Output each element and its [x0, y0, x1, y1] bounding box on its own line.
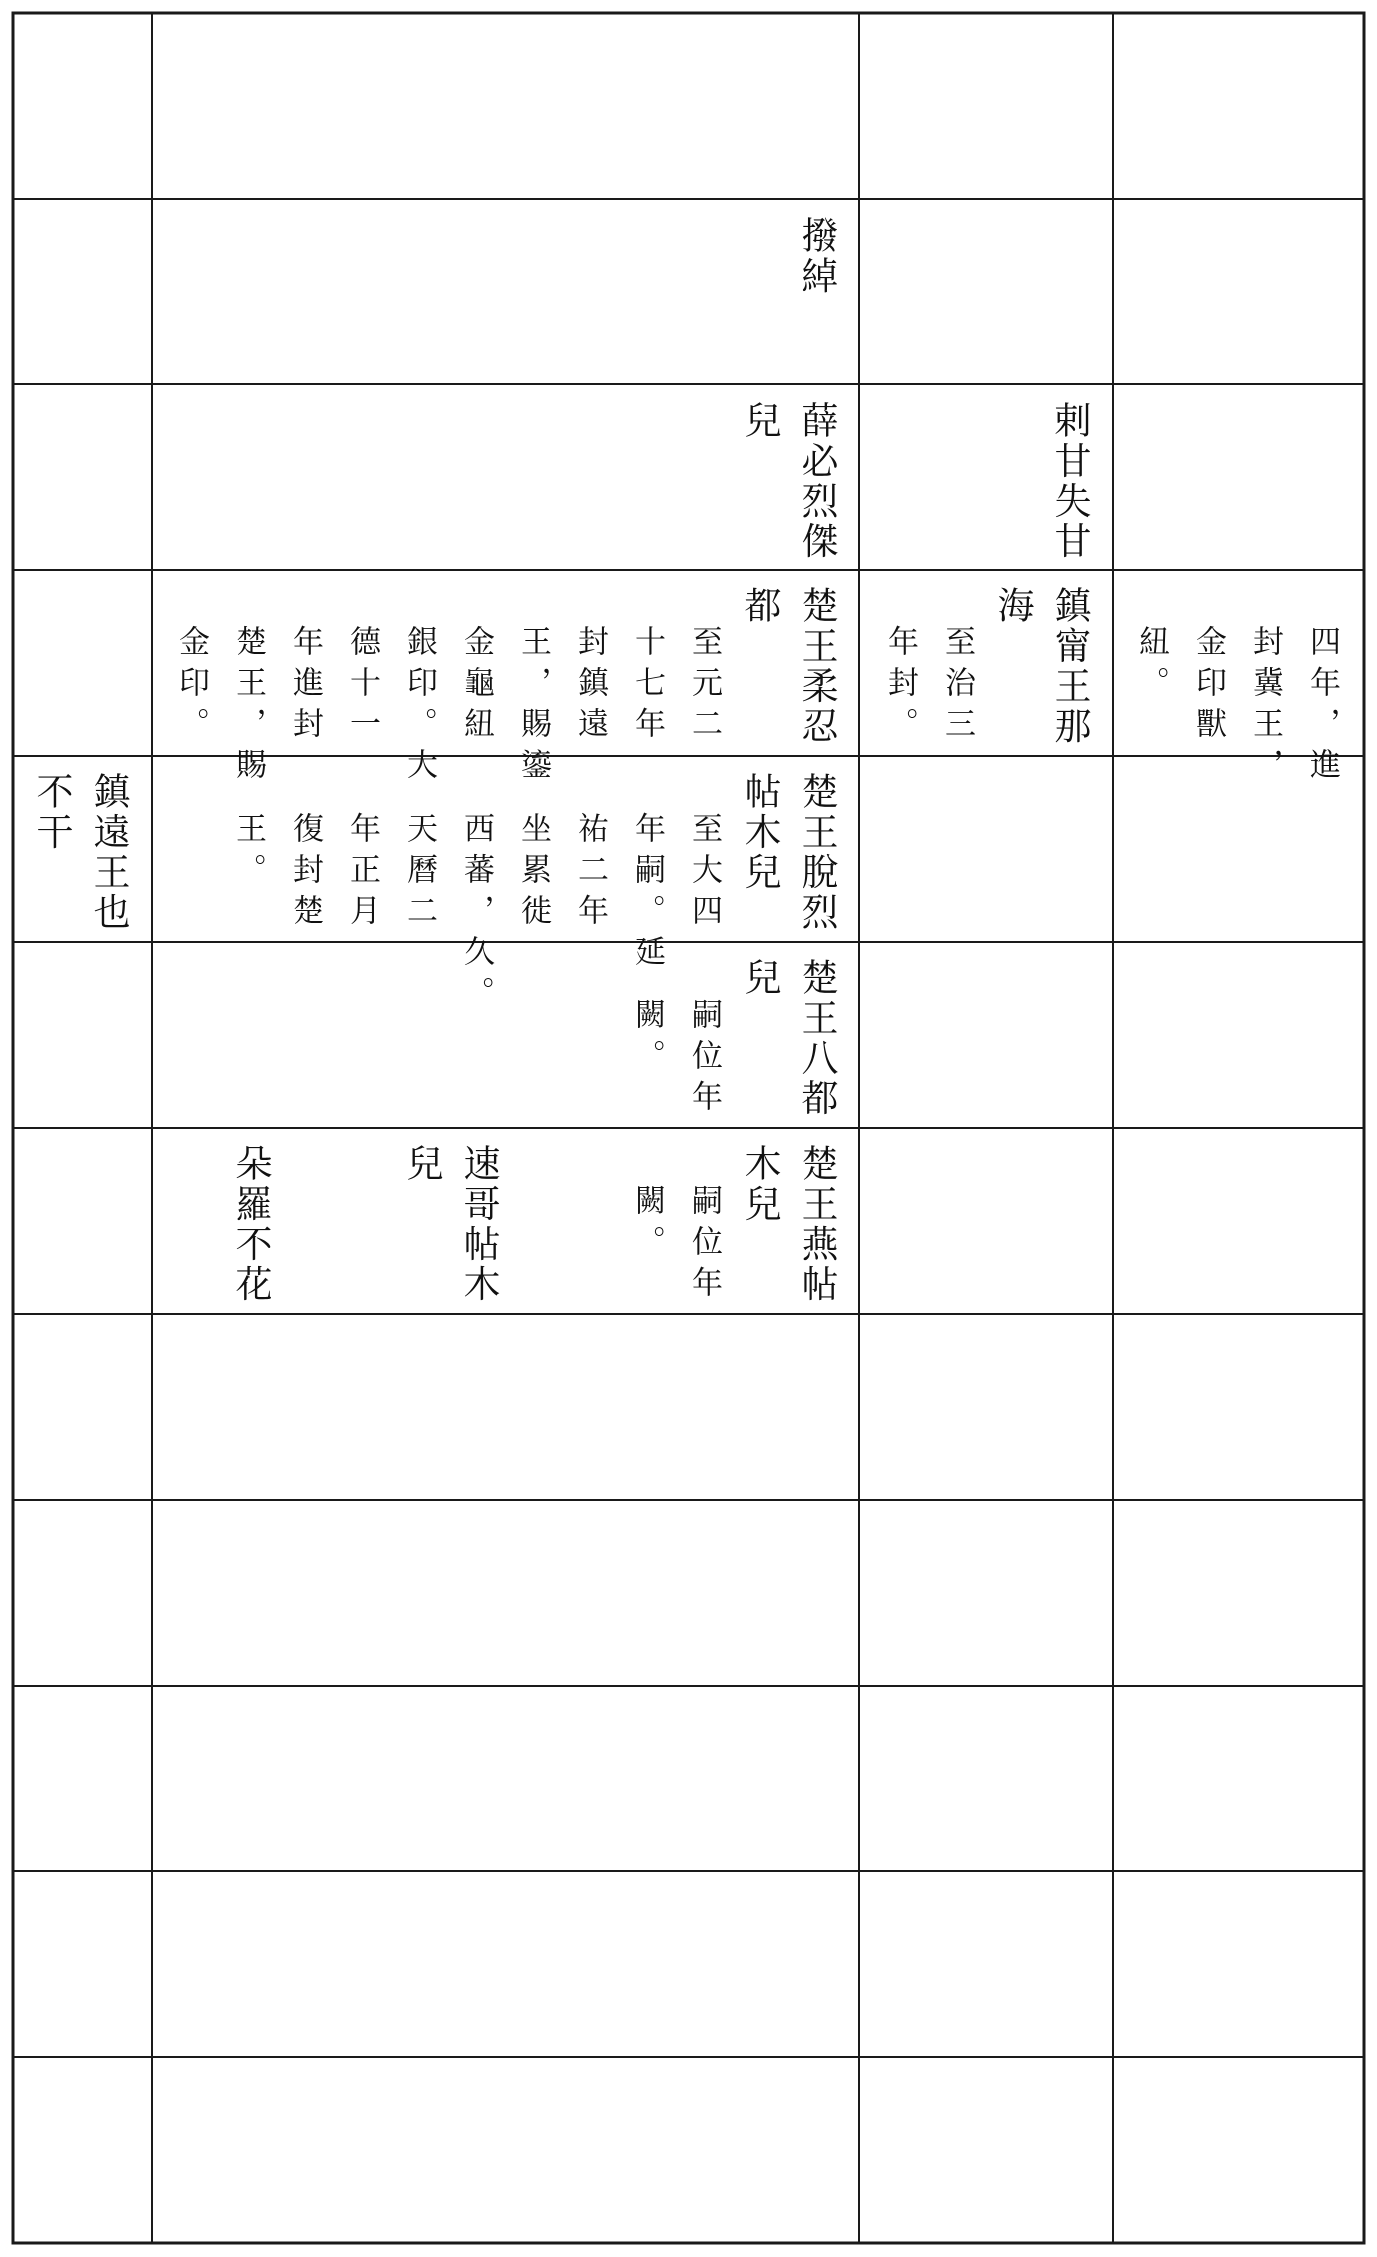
- row5-record-line5: 西蕃，久。: [458, 812, 494, 1017]
- row4-col3-record-line1: 至治三: [939, 625, 975, 748]
- row4-record-line9: 楚王，賜: [230, 625, 266, 789]
- horizontal-rules: [13, 199, 1364, 2057]
- row4-col4-line4: 紐。: [1133, 625, 1169, 707]
- row5-col1-line2: 不干: [30, 772, 73, 853]
- row4-record-line5: 金龜紐: [458, 625, 494, 748]
- row4-record-line3: 封鎮遠: [572, 625, 608, 748]
- row5-record-line3: 祐二年: [572, 812, 608, 935]
- row4-record-line2: 十七年: [629, 625, 665, 748]
- row2-prince-name: 撥綽: [795, 216, 838, 297]
- row7-record-line1: 嗣位年: [686, 1184, 722, 1307]
- row7-son-name-cont: 兒: [400, 1144, 443, 1185]
- row4-record-line7: 德十一: [344, 625, 380, 748]
- row4-record-line1: 至元二: [686, 625, 722, 748]
- row4-col3-name-cont: 海: [991, 586, 1034, 627]
- row6-prince-name-cont: 兒: [738, 958, 781, 999]
- row5-prince-name-cont: 帖木兒: [738, 772, 781, 893]
- row4-col3-record-line2: 年封。: [882, 625, 918, 748]
- row3-col3-name: 剌甘失甘: [1048, 401, 1091, 562]
- row6-prince-name: 楚王八都: [795, 958, 838, 1119]
- row4-col4-line2: 封冀王，: [1247, 625, 1283, 789]
- row3-prince-name-cont: 兒: [738, 401, 781, 442]
- row5-col1-line1: 鎮遠王也: [87, 772, 130, 933]
- row5-record-line4: 坐累徙: [515, 812, 551, 935]
- row4-col4-line1: 四年，進: [1304, 625, 1340, 789]
- row5-prince-name: 楚王脫烈: [795, 772, 838, 933]
- row4-record-line10: 金印。: [173, 625, 209, 748]
- row4-record-line8: 年進封: [287, 625, 323, 748]
- row5-record-line6: 天曆二: [401, 812, 437, 935]
- row7-grandson-name: 朵羅不花: [229, 1144, 272, 1305]
- row5-record-line2: 年嗣。延: [629, 812, 665, 976]
- row4-prince-name-cont: 都: [738, 586, 781, 627]
- row4-col3-name: 鎮甯王那: [1048, 586, 1091, 747]
- row5-record-line9: 王。: [230, 812, 266, 894]
- row5-record-line8: 復封楚: [287, 812, 323, 935]
- row4-record-line6: 銀印。大: [401, 625, 437, 789]
- row4-record-line4: 王，賜鎏: [515, 625, 551, 789]
- row7-prince-name: 楚王燕帖: [795, 1144, 838, 1305]
- row6-record-line2: 闕。: [629, 998, 665, 1080]
- row4-prince-name: 楚王柔忍: [795, 586, 838, 747]
- row7-son-name: 速哥帖木: [457, 1144, 500, 1305]
- row4-col4-line3: 金印獸: [1190, 625, 1226, 748]
- row7-prince-name-cont: 木兒: [738, 1144, 781, 1225]
- row5-record-line1: 至大四: [686, 812, 722, 935]
- row6-record-line1: 嗣位年: [686, 998, 722, 1121]
- row5-record-line7: 年正月: [344, 812, 380, 935]
- row3-prince-name: 薛必烈傑: [795, 401, 838, 562]
- row7-record-line2: 闕。: [629, 1184, 665, 1266]
